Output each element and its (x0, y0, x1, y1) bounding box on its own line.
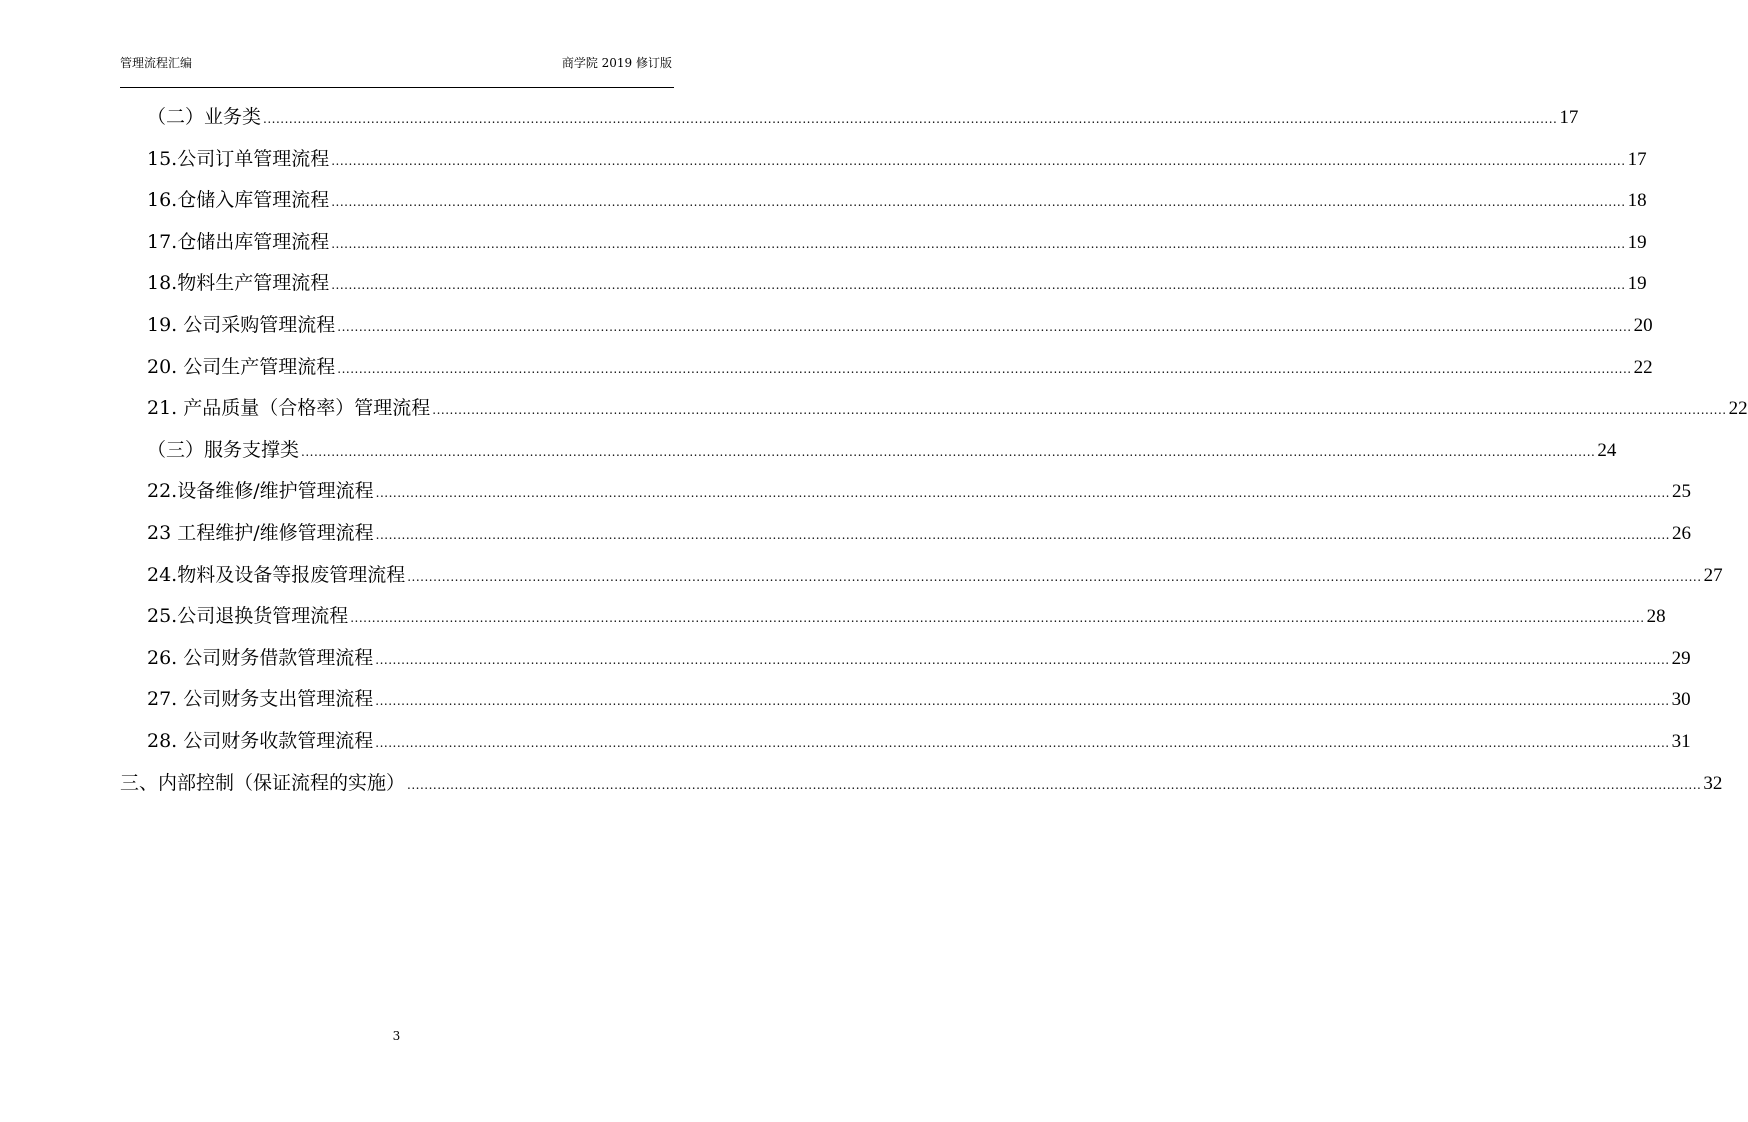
toc-entry-page: 24 (1597, 439, 1617, 461)
toc-entry-title: （二）业务类 (147, 106, 262, 128)
toc-entry[interactable] (147, 642, 1691, 674)
toc-entry[interactable] (147, 434, 1617, 466)
toc-leader-dots: ............................................................................................................................................................................................................................................................................................................ (375, 694, 1670, 709)
toc-entry[interactable] (147, 267, 1647, 299)
toc-entry-page: 19 (1627, 231, 1647, 253)
toc-entry-title: 28. 公司财务收款管理流程 (147, 730, 374, 752)
toc-entry[interactable] (147, 475, 1691, 507)
page-header-left: 管理流程汇编 (120, 56, 193, 70)
toc-entry[interactable] (147, 725, 1691, 757)
page-number: 3 (392, 1029, 401, 1043)
toc-leader-dots: ............................................................................................................................................................................................................................................................................................................ (301, 444, 1596, 459)
toc-entry[interactable] (147, 683, 1691, 715)
toc-leader-dots: ............................................................................................................................................................................................................................................................................................................ (375, 736, 1670, 750)
toc-entry-title: 三、内部控制（保证流程的实施） (120, 771, 406, 794)
toc-leader-dots: ............................................................................................................................................................................................................................................................................................................ (331, 236, 1626, 251)
toc-entry[interactable] (120, 767, 1723, 799)
toc-entry-page: 20 (1633, 315, 1653, 336)
toc-entry[interactable] (147, 143, 1647, 175)
toc-leader-dots: ............................................................................................................................................................................................................................................................................................................ (375, 528, 1670, 542)
toc-leader-dots: ............................................................................................................................................................................................................................................................................................................ (331, 278, 1626, 293)
toc-leader-dots: ............................................................................................................................................................................................................................................................................................................ (350, 611, 1645, 626)
toc-leader-dots: ............................................................................................................................................................................................................................................................................................................ (331, 195, 1626, 210)
toc-entry-title: 18.物料生产管理流程 (147, 272, 330, 295)
toc-leader-dots: ............................................................................................................................................................................................................................................................................................................ (263, 112, 1558, 126)
toc-entry[interactable] (147, 351, 1653, 383)
toc-entry[interactable] (147, 517, 1691, 549)
toc-entry[interactable] (147, 559, 1723, 591)
toc-entry[interactable] (147, 226, 1647, 258)
toc-entry-title: 16.仓储入库管理流程 (147, 189, 330, 212)
toc-entry-page: 22 (1633, 356, 1653, 378)
toc-entry[interactable] (147, 600, 1666, 632)
toc-entry-page: 25 (1671, 481, 1691, 503)
toc-entry-title: 27. 公司财务支出管理流程 (147, 688, 374, 711)
toc-leader-dots: ............................................................................................................................................................................................................................................................................................................ (375, 486, 1670, 501)
toc-leader-dots: ............................................................................................................................................................................................................................................................................................................ (432, 403, 1727, 418)
toc-leader-dots: ............................................................................................................................................................................................................................................................................................................ (375, 652, 1670, 667)
toc-entry-page: 28 (1646, 606, 1666, 628)
toc-entry-page: 17 (1627, 148, 1647, 170)
toc-leader-dots: ............................................................................................................................................................................................................................................................................................................ (407, 569, 1702, 584)
toc-entry-page: 30 (1671, 689, 1691, 711)
toc-entry[interactable] (147, 392, 1748, 424)
toc-leader-dots: ............................................................................................................................................................................................................................................................................................................ (407, 777, 1702, 792)
toc-entry-page: 22 (1728, 398, 1748, 420)
toc-entry-title: （三）服务支撑类 (147, 438, 300, 461)
toc-leader-dots: ............................................................................................................................................................................................................................................................................................................ (337, 320, 1632, 334)
toc-entry-title: 22.设备维修/维护管理流程 (147, 480, 374, 503)
toc-entry-page: 19 (1627, 273, 1647, 295)
toc-entry-page: 32 (1703, 772, 1723, 794)
toc-entry-page: 17 (1559, 107, 1579, 128)
toc-entry-page: 27 (1703, 564, 1723, 586)
toc-entry-page: 29 (1671, 647, 1691, 669)
toc-entry-title: 17.仓储出库管理流程 (147, 230, 330, 253)
toc-entry-page: 18 (1627, 190, 1647, 212)
toc-entry-title: 20. 公司生产管理流程 (147, 355, 336, 378)
toc-entry-title: 23 工程维护/维修管理流程 (147, 522, 374, 544)
toc-entry[interactable] (147, 101, 1579, 133)
toc-entry-page: 31 (1671, 731, 1691, 752)
page-header-right: 商学院 2019 修订版 (561, 56, 672, 70)
toc-leader-dots: ............................................................................................................................................................................................................................................................................................................ (331, 153, 1626, 168)
toc-entry-title: 21. 产品质量（合格率）管理流程 (147, 397, 431, 420)
toc-entry-page: 26 (1671, 523, 1691, 544)
toc-entry[interactable] (147, 184, 1647, 216)
toc-entry-title: 19. 公司采购管理流程 (147, 314, 336, 336)
header-rule (120, 87, 674, 88)
toc-entry-title: 15.公司订单管理流程 (147, 147, 330, 170)
toc-entry[interactable] (147, 309, 1653, 341)
toc-entry-title: 26. 公司财务借款管理流程 (147, 646, 374, 669)
toc-leader-dots: ............................................................................................................................................................................................................................................................................................................ (337, 361, 1632, 376)
toc-entry-title: 24.物料及设备等报废管理流程 (147, 563, 406, 586)
toc-entry-title: 25.公司退换货管理流程 (147, 605, 349, 628)
